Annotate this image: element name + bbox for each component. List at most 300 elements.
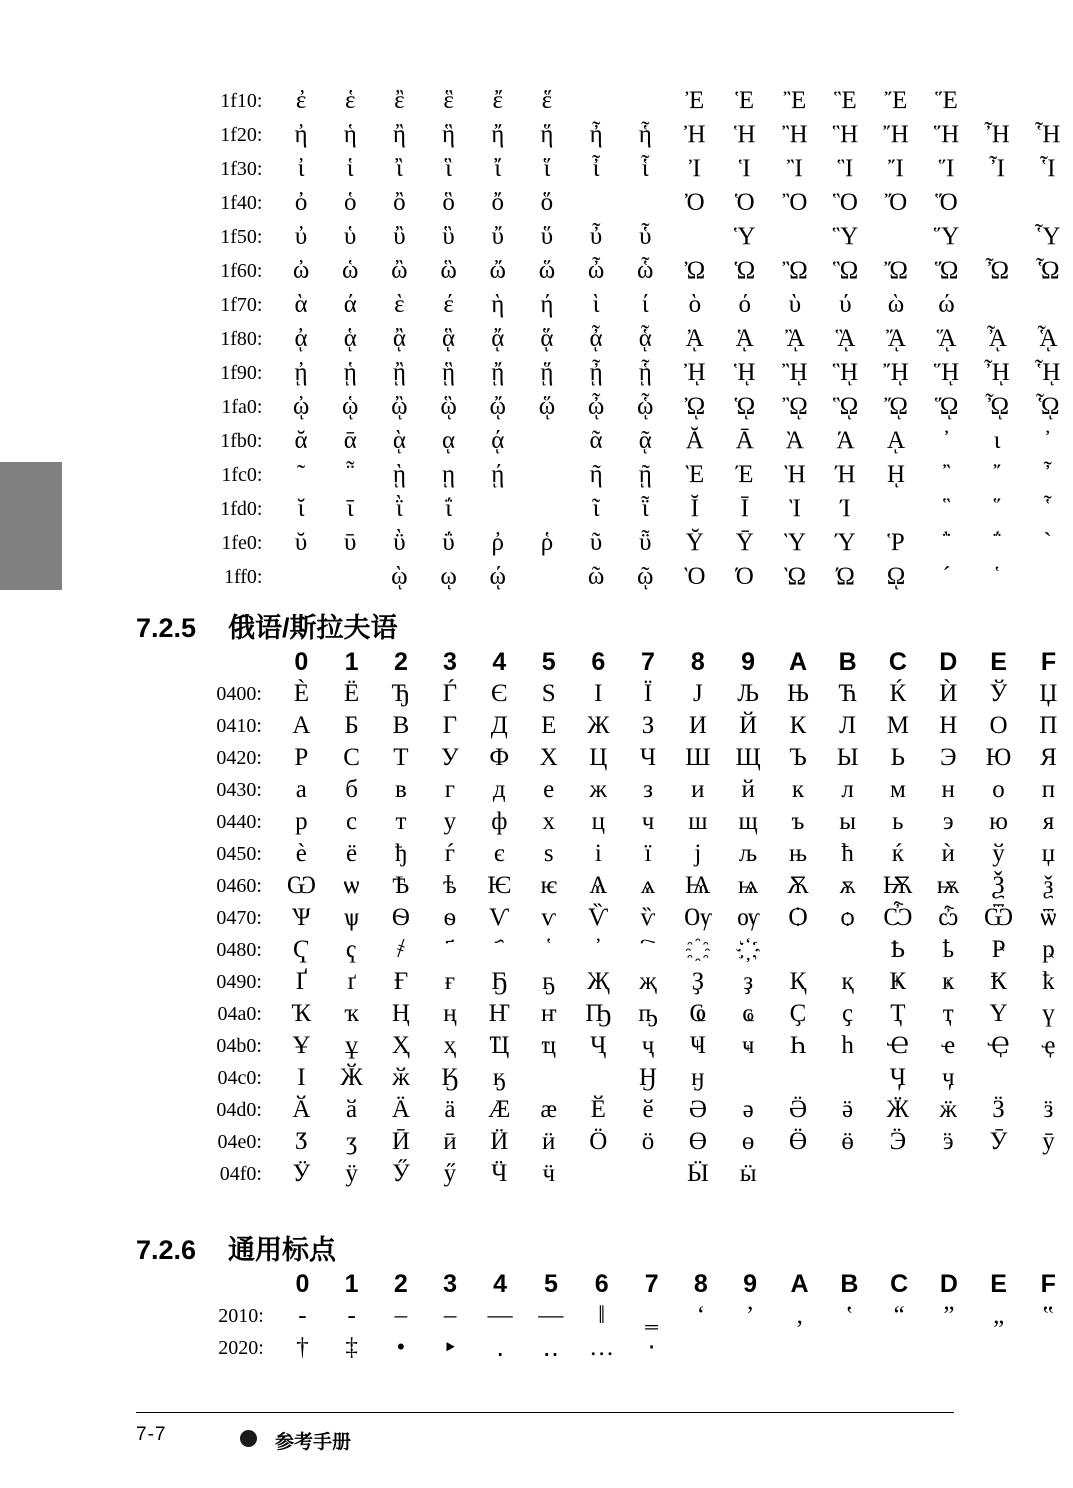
- glyph-cell: ъ: [791, 808, 805, 835]
- glyph-cell: Ἣ: [832, 121, 859, 148]
- column-header: 8: [690, 647, 705, 676]
- glyph-cell: т: [395, 808, 407, 835]
- glyph-cell: ‗: [645, 1302, 658, 1329]
- glyph-cell: ἥ: [540, 121, 554, 148]
- glyph-cell: Ѐ: [293, 680, 309, 707]
- glyph-cell: Ң: [391, 1000, 410, 1027]
- glyph-cell: Ќ: [889, 680, 907, 707]
- glyph-cell: ҩ: [742, 1000, 754, 1027]
- glyph-cell: ΰ: [442, 529, 455, 556]
- column-header: 8: [693, 1269, 708, 1298]
- glyph-cell: ῭: [942, 529, 951, 556]
- glyph-cell: Ἲ: [787, 155, 803, 182]
- row-code-label: 1fe0:: [221, 531, 263, 554]
- glyph-cell: Ὥ: [934, 257, 959, 284]
- table-row: [150, 806, 1073, 838]
- glyph-cell: ῢ: [393, 529, 406, 556]
- glyph-cell: љ: [739, 840, 758, 867]
- glyph-cell: ῡ: [344, 529, 357, 556]
- glyph-cell: ὢ: [391, 257, 408, 284]
- glyph-cell: Ҿ: [987, 1032, 1010, 1059]
- glyph-cell: ῒ: [396, 495, 403, 522]
- glyph-cell: [824, 1332, 874, 1364]
- glyph-cell: ή: [540, 291, 554, 318]
- glyph-cell: ү: [1042, 1000, 1055, 1027]
- column-header: 2: [393, 647, 408, 676]
- glyph-cell: Ѻ: [788, 904, 808, 931]
- glyph-cell: ᾡ: [342, 393, 359, 420]
- glyph-cell: ᾰ: [294, 427, 308, 454]
- glyph-cell: М: [886, 712, 909, 739]
- glyph-cell: ӥ: [542, 1128, 556, 1155]
- glyph-cell: ᾚ: [782, 359, 808, 386]
- glyph-cell: Ἥ: [933, 121, 960, 148]
- glyph-cell: ң: [443, 1000, 457, 1027]
- glyph-cell: ӈ: [691, 1064, 705, 1091]
- glyph-cell: ѱ: [343, 904, 360, 931]
- glyph-cell: ᾿: [1043, 427, 1052, 454]
- row-code-label: 1f20:: [220, 123, 263, 146]
- glyph-cell: [723, 934, 773, 966]
- glyph-cell: ӧ: [641, 1128, 655, 1155]
- glyph-cell: ῲ: [391, 563, 408, 590]
- glyph-cell: ӕ: [540, 1096, 558, 1123]
- glyph-cell: —: [487, 1302, 513, 1329]
- page-edge-tab-marker: [0, 462, 62, 590]
- glyph-cell: ‘: [696, 1302, 706, 1329]
- glyph-cell: Ү: [989, 1000, 1008, 1027]
- glyph-cell: [1022, 186, 1073, 220]
- glyph-cell: Р: [294, 744, 309, 771]
- glyph-cell: В: [392, 712, 410, 739]
- glyph-cell: ὐ: [294, 223, 308, 250]
- glyph-cell: ῄ: [491, 461, 505, 488]
- table-row: [150, 492, 1073, 526]
- glyph-cell: Ѓ: [442, 680, 458, 707]
- glyph-cell: Ҳ: [391, 1032, 410, 1059]
- glyph-cell: ․: [495, 1335, 505, 1362]
- glyph-cell: в: [395, 776, 407, 803]
- glyph-cell: ᾴ: [491, 427, 505, 454]
- glyph-cell: ш: [688, 808, 708, 835]
- glyph-cell: ἓ: [443, 87, 454, 114]
- glyph-cell: ᾶ: [589, 427, 603, 454]
- glyph-cell: ᾯ: [1036, 393, 1060, 420]
- glyph-cell: ἲ: [396, 155, 403, 182]
- glyph-cell: ῁: [346, 461, 355, 488]
- column-header: 6: [594, 1269, 609, 1298]
- glyph-cell: ҿ: [1041, 1032, 1056, 1059]
- glyph-cell: ι: [993, 427, 1001, 454]
- glyph-cell: Д: [490, 712, 508, 739]
- glyph-cell: ῍: [942, 461, 951, 488]
- glyph-cell: Ѧ: [589, 872, 608, 899]
- glyph-cell: ἳ: [445, 155, 452, 182]
- glyph-cell: ώ: [938, 291, 955, 318]
- glyph-cell: Ὂ: [782, 189, 808, 216]
- column-header: F: [1040, 647, 1057, 676]
- glyph-cell: [874, 1332, 924, 1364]
- glyph-cell: ἠ: [294, 121, 308, 148]
- glyph-cell: [1024, 1158, 1073, 1190]
- glyph-cell: ἡ: [343, 121, 357, 148]
- glyph-cell: [723, 1062, 773, 1094]
- glyph-cell: Ҙ: [691, 968, 705, 995]
- glyph-cell: а: [295, 776, 307, 803]
- glyph-cell: Ѳ: [391, 904, 410, 931]
- glyph-cell: и: [691, 776, 705, 803]
- glyph-cell: Щ: [735, 744, 761, 771]
- glyph-cell: Ὡ: [734, 257, 755, 284]
- glyph-cell: ἣ: [442, 121, 456, 148]
- row-code-label: 1fb0:: [220, 429, 263, 452]
- glyph-cell: ѐ: [295, 840, 307, 867]
- glyph-cell: [773, 1062, 823, 1094]
- glyph-cell: Б: [344, 712, 359, 739]
- glyph-cell: ᾂ: [392, 325, 406, 352]
- glyph-cell: ӫ: [841, 1128, 854, 1155]
- glyph-cell: ὀ: [294, 189, 308, 216]
- glyph-cell: ΅: [992, 529, 1002, 556]
- glyph-cell: ᾟ: [1034, 359, 1061, 386]
- glyph-cell: Ἧ: [1034, 121, 1061, 148]
- glyph-cell: ҁ: [346, 936, 358, 963]
- column-header: 0: [294, 647, 309, 676]
- glyph-cell: ѯ: [1043, 872, 1054, 899]
- glyph-cell: К: [789, 712, 807, 739]
- table-row: [150, 186, 1073, 220]
- glyph-cell: Ћ: [838, 680, 857, 707]
- glyph-cell: Ὧ: [1036, 257, 1060, 284]
- row-code-label: 0470:: [216, 906, 262, 929]
- column-header: 1: [344, 647, 359, 676]
- column-header: A: [788, 647, 808, 676]
- column-header: E: [990, 647, 1007, 676]
- glyph-cell: Ѡ: [286, 872, 317, 899]
- glyph-cell: Ᾱ: [735, 427, 754, 454]
- glyph-cell: [770, 220, 821, 254]
- glyph-cell: О: [989, 712, 1008, 739]
- glyph-cell: ҥ: [540, 1000, 557, 1027]
- table-row: [150, 220, 1073, 254]
- header-corner: [150, 646, 276, 678]
- row-code-label: 1f70:: [220, 293, 263, 316]
- glyph-cell: ҡ: [344, 1000, 359, 1027]
- glyph-cell: Ҍ: [890, 936, 906, 963]
- column-header: C: [890, 1269, 909, 1298]
- glyph-cell: ᾆ: [589, 325, 603, 352]
- glyph-cell: ђ: [394, 840, 407, 867]
- glyph-cell: [972, 186, 1023, 220]
- glyph-cell: ᾘ: [684, 359, 706, 386]
- glyph-cell: ѳ: [443, 904, 457, 931]
- general-punctuation-char-table: [150, 1268, 1073, 1364]
- glyph-cell: ‟: [1042, 1302, 1054, 1329]
- glyph-cell: [473, 492, 522, 526]
- glyph-cell: ᾑ: [343, 359, 357, 386]
- glyph-cell: Ӛ: [788, 1096, 808, 1123]
- row-code-label: 1f80:: [220, 327, 263, 350]
- glyph-cell: Ю: [985, 744, 1012, 771]
- row-code-label: 1fa0:: [221, 395, 263, 418]
- glyph-cell: Ҩ: [689, 1000, 707, 1027]
- glyph-cell: [623, 934, 672, 966]
- glyph-cell: Ӳ: [392, 1160, 410, 1187]
- column-header: 5: [543, 1269, 558, 1298]
- glyph-cell: Ἠ: [684, 121, 706, 148]
- glyph-cell: А: [292, 712, 311, 739]
- glyph-cell: Ӌ: [889, 1064, 906, 1091]
- glyph-cell: Ҁ: [293, 936, 310, 963]
- table-row: [150, 966, 1073, 998]
- glyph-cell: Ҹ: [689, 1032, 706, 1059]
- glyph-cell: ‑: [347, 1302, 356, 1329]
- glyph-cell: Ὁ: [734, 189, 755, 216]
- glyph-cell: б: [345, 776, 358, 803]
- glyph-cell: [670, 220, 720, 254]
- table-row: [150, 934, 1073, 966]
- row-code-label: 04d0:: [216, 1098, 262, 1121]
- glyph-cell: Ҷ: [590, 1032, 607, 1059]
- glyph-cell: ῾: [992, 563, 1002, 590]
- glyph-cell: ҵ: [541, 1032, 557, 1059]
- cyrillic-char-table: [150, 646, 1073, 1190]
- glyph-cell: [972, 288, 1023, 322]
- glyph-cell: ᾖ: [589, 359, 603, 386]
- glyph-cell: ҟ: [1042, 968, 1055, 995]
- glyph-cell: І: [594, 680, 603, 707]
- glyph-cell: ᾈ: [685, 325, 704, 352]
- table-header-row: [150, 1268, 1073, 1300]
- glyph-cell: –: [443, 1302, 457, 1329]
- glyph-cell: ᾛ: [832, 359, 859, 386]
- glyph-cell: ѥ: [540, 872, 558, 899]
- glyph-cell: ᾗ: [638, 359, 652, 386]
- glyph-cell: ќ: [891, 840, 904, 867]
- glyph-cell: ὗ: [639, 223, 652, 250]
- glyph-cell: л: [841, 776, 854, 803]
- glyph-cell: ”: [943, 1302, 955, 1329]
- glyph-cell: ӱ: [345, 1160, 358, 1187]
- glyph-cell: Ҡ: [291, 1000, 312, 1027]
- glyph-cell: С: [343, 744, 360, 771]
- row-code-label: 2010:: [218, 1304, 264, 1327]
- glyph-cell: с: [346, 808, 358, 835]
- table-row: [150, 678, 1073, 710]
- section-heading-726: [136, 1228, 336, 1267]
- glyph-cell: ᾅ: [540, 325, 554, 352]
- glyph-cell: ᾽: [942, 427, 951, 454]
- glyph-cell: Ἵ: [938, 155, 955, 182]
- glyph-cell: ь: [892, 808, 904, 835]
- column-header: 7: [641, 647, 655, 676]
- glyph-cell: ὅ: [540, 189, 554, 216]
- column-header: A: [790, 1269, 809, 1298]
- glyph-cell: Ὅ: [935, 189, 958, 216]
- glyph-cell: ᾪ: [782, 393, 808, 420]
- column-header: 1: [344, 1269, 359, 1298]
- glyph-cell: қ: [841, 968, 854, 995]
- glyph-cell: ҽ: [941, 1032, 956, 1059]
- glyph-cell: ῶ: [587, 563, 605, 590]
- glyph-cell: [923, 1158, 973, 1190]
- glyph-cell: Ἳ: [837, 155, 854, 182]
- glyph-cell: ὃ: [442, 189, 455, 216]
- row-code-label: 04a0:: [217, 1002, 262, 1025]
- glyph-cell: [326, 560, 375, 594]
- glyph-cell: ῂ: [392, 461, 406, 488]
- glyph-cell: ᾊ: [785, 325, 805, 352]
- glyph-cell: [572, 84, 621, 118]
- glyph-cell: Ӱ: [292, 1160, 311, 1187]
- glyph-cell: Ῠ: [685, 529, 704, 556]
- glyph-cell: Ҫ: [789, 1000, 807, 1027]
- glyph-cell: щ: [738, 808, 758, 835]
- glyph-cell: Ἒ: [783, 87, 807, 114]
- glyph-cell: ἵ: [543, 155, 551, 182]
- section-heading-725: [136, 606, 398, 645]
- row-code-label: 1f60:: [220, 259, 263, 282]
- glyph-cell: ҂: [396, 936, 406, 963]
- glyph-cell: ӂ: [392, 1064, 410, 1091]
- glyph-cell: [973, 1062, 1024, 1094]
- glyph-cell: ә: [742, 1096, 754, 1123]
- glyph-cell: ҏ: [1042, 936, 1055, 963]
- glyph-cell: Ӟ: [992, 1096, 1005, 1123]
- glyph-cell: ӡ: [346, 1128, 358, 1155]
- glyph-cell: [974, 1332, 1024, 1364]
- glyph-cell: ᾳ: [442, 427, 456, 454]
- glyph-cell: ѻ: [840, 904, 855, 931]
- glyph-cell: ᾬ: [884, 393, 908, 420]
- glyph-cell: [972, 220, 1023, 254]
- glyph-cell: Ύ: [835, 529, 856, 556]
- column-header: B: [840, 1269, 859, 1298]
- glyph-cell: ὲ: [394, 291, 405, 318]
- glyph-cell: Ὗ: [1034, 223, 1061, 250]
- glyph-cell: џ: [1041, 840, 1056, 867]
- glyph-cell: Ӣ: [391, 1128, 410, 1155]
- glyph-cell: э: [942, 808, 954, 835]
- glyph-cell: Я: [1040, 744, 1057, 771]
- glyph-cell: ᾉ: [735, 325, 754, 352]
- glyph-cell: ᾁ: [343, 325, 357, 352]
- glyph-cell: ὖ: [589, 223, 603, 250]
- glyph-cell: [621, 84, 670, 118]
- column-header: D: [939, 647, 958, 676]
- glyph-cell: [676, 1332, 725, 1364]
- glyph-cell: ῗ: [641, 495, 649, 522]
- row-code-label: 1fc0:: [221, 463, 263, 486]
- section-title-725: 俄语/斯拉夫语: [228, 613, 398, 643]
- glyph-cell: п: [1041, 776, 1056, 803]
- glyph-cell: Ј: [692, 680, 703, 707]
- row-code-label: 0460:: [216, 874, 262, 897]
- glyph-cell: ᾢ: [391, 393, 408, 420]
- glyph-cell: о: [992, 776, 1005, 803]
- glyph-cell: Ѱ: [292, 904, 311, 931]
- glyph-cell: ӹ: [739, 1160, 757, 1187]
- glyph-cell: Ῡ: [735, 529, 754, 556]
- glyph-cell: к: [791, 776, 805, 803]
- glyph-cell: я: [1042, 808, 1055, 835]
- glyph-cell: Т: [393, 744, 409, 771]
- glyph-cell: ѣ: [443, 872, 457, 899]
- glyph-cell: Ь: [890, 744, 906, 771]
- column-header: 9: [743, 1269, 757, 1298]
- column-header: 7: [644, 1269, 659, 1298]
- glyph-cell: Ѭ: [882, 872, 913, 899]
- glyph-cell: [1024, 1062, 1073, 1094]
- glyph-cell: Ί: [840, 495, 851, 522]
- glyph-cell: [276, 560, 325, 594]
- glyph-cell: ᾍ: [936, 325, 957, 352]
- glyph-cell: ҳ: [443, 1032, 457, 1059]
- glyph-cell: Ὓ: [832, 223, 859, 250]
- glyph-cell: Ї: [643, 680, 653, 707]
- row-code-label: 04c0:: [217, 1066, 262, 1089]
- glyph-cell: ᾲ: [392, 427, 406, 454]
- glyph-cell: Ἢ: [782, 121, 808, 148]
- glyph-cell: [621, 186, 670, 220]
- glyph-cell: ὑ: [344, 223, 357, 250]
- glyph-cell: ῏: [1043, 461, 1052, 488]
- glyph-cell: И: [688, 712, 707, 739]
- glyph-cell: [1022, 560, 1073, 594]
- glyph-cell: ῠ: [294, 529, 308, 556]
- glyph-cell: Ἡ: [734, 121, 756, 148]
- column-header: 4: [493, 1269, 508, 1298]
- glyph-cell: җ: [639, 968, 657, 995]
- glyph-cell: ῧ: [639, 529, 652, 556]
- glyph-cell: Ӏ: [297, 1064, 306, 1091]
- glyph-cell: ј: [694, 840, 702, 867]
- table-row: [150, 870, 1073, 902]
- glyph-cell: [1023, 1332, 1073, 1364]
- glyph-cell: ѫ: [838, 872, 857, 899]
- glyph-cell: Ἴ: [888, 155, 904, 182]
- glyph-cell: ӝ: [939, 1096, 957, 1123]
- glyph-cell: Ѝ: [939, 680, 958, 707]
- glyph-cell: һ: [841, 1032, 854, 1059]
- glyph-cell: ж: [589, 776, 607, 803]
- glyph-cell: Ҕ: [491, 968, 508, 995]
- glyph-cell: [1022, 288, 1073, 322]
- glyph-cell: ӌ: [941, 1064, 955, 1091]
- glyph-cell: ῀: [296, 461, 306, 488]
- glyph-cell: ί: [641, 291, 649, 318]
- glyph-cell: ґ: [347, 968, 356, 995]
- row-code-label: 0480:: [216, 938, 262, 961]
- glyph-cell: Ђ: [391, 680, 411, 707]
- glyph-cell: †: [296, 1334, 309, 1361]
- row-code-label: 2020:: [218, 1336, 264, 1359]
- table-row: [150, 84, 1073, 118]
- glyph-cell: Ҥ: [488, 1000, 510, 1027]
- glyph-cell: н: [941, 776, 955, 803]
- glyph-cell: ѵ: [541, 904, 557, 931]
- glyph-cell: ᾙ: [734, 359, 756, 386]
- glyph-cell: ц: [591, 808, 605, 835]
- table-row: [150, 152, 1073, 186]
- glyph-cell: [522, 458, 571, 492]
- glyph-cell: Қ: [789, 968, 807, 995]
- glyph-cell: Ὣ: [833, 257, 858, 284]
- glyph-cell: ᾞ: [984, 359, 1010, 386]
- table-row: [150, 838, 1073, 870]
- glyph-cell: Ө: [688, 1128, 707, 1155]
- glyph-cell: ὼ: [887, 291, 905, 318]
